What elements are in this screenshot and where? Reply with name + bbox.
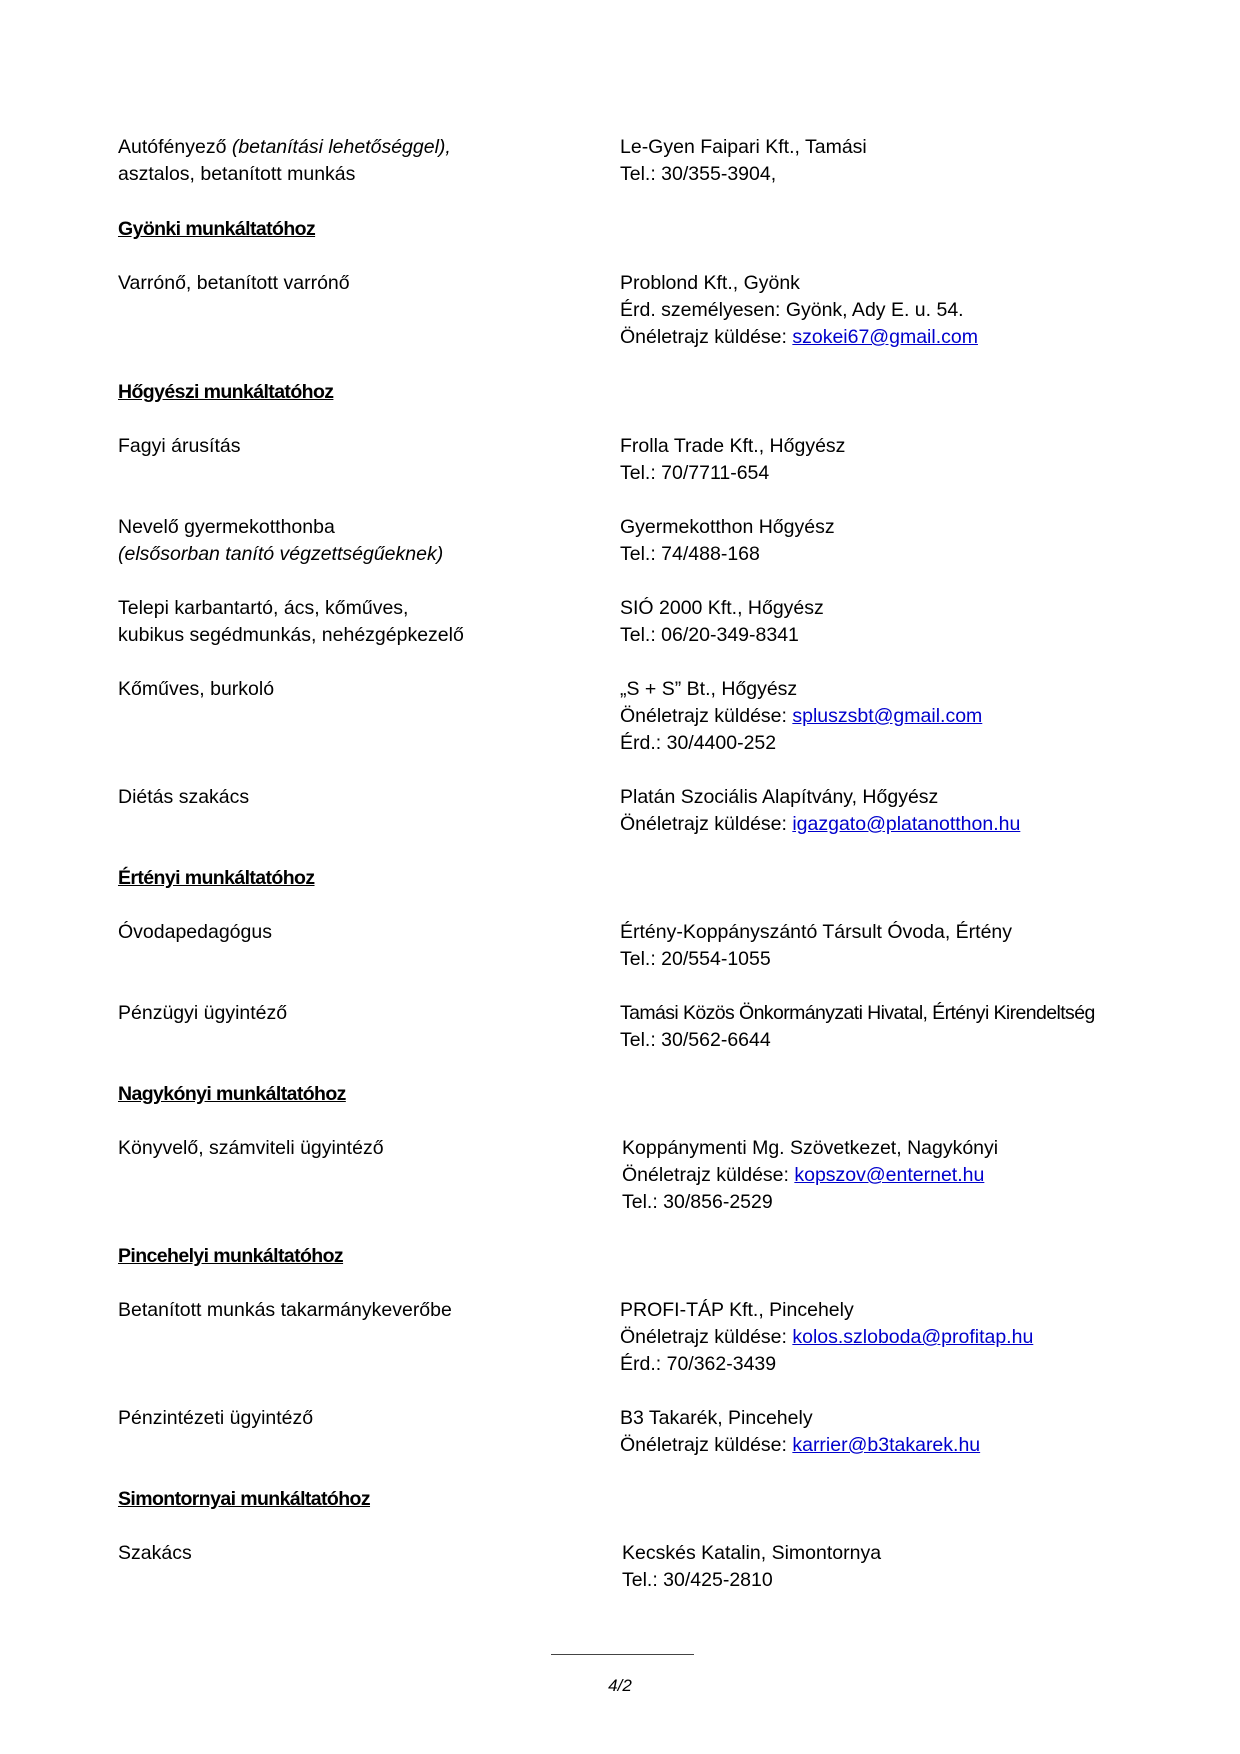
employer-name: Le-Gyen Faipari Kft., Tamási <box>620 136 867 158</box>
job-title-block <box>118 1135 384 1162</box>
email-link[interactable]: kopszov@enternet.hu <box>794 1164 985 1186</box>
employer-block <box>620 270 978 351</box>
employer-block <box>620 1000 1095 1054</box>
employer-name: PROFI-TÁP Kft., Pincehely <box>620 1299 854 1321</box>
footer-divider <box>551 1654 694 1655</box>
job-title-block <box>118 514 443 568</box>
job-title-line2: asztalos, betanított munkás <box>118 163 356 185</box>
employer-name: SIÓ 2000 Kft., Hőgyész <box>620 597 824 619</box>
employer-block <box>620 134 867 188</box>
contact-phone: Érd.: 70/362-3439 <box>620 1353 777 1375</box>
cv-label: Önéletrajz küldése: <box>620 1434 793 1456</box>
contact-phone: Tel.: 06/20-349-8341 <box>620 624 799 646</box>
email-link[interactable]: spluszsbt@gmail.com <box>792 705 983 727</box>
contact-phone: Tel.: 74/488-168 <box>620 543 760 565</box>
job-title: Telepi karbantartó, ács, kőműves, <box>118 597 409 619</box>
job-note: (elsősorban tanító végzettségűeknek) <box>118 543 444 565</box>
job-title: Varrónő, betanított varrónő <box>118 272 350 294</box>
employer-block <box>622 1540 881 1594</box>
email-link[interactable]: kolos.szloboda@profitap.hu <box>792 1326 1034 1348</box>
email-link[interactable]: szokei67@gmail.com <box>792 326 978 348</box>
job-title: Pénzügyi ügyintéző <box>118 1002 288 1024</box>
contact-phone: Tel.: 30/562-6644 <box>620 1029 771 1051</box>
job-title: Diétás szakács <box>118 786 250 808</box>
cv-label: Önéletrajz küldése: <box>620 705 793 727</box>
employer-block <box>620 514 835 568</box>
job-title-block <box>118 270 350 297</box>
job-title-block <box>118 919 272 946</box>
employer-block <box>620 676 982 757</box>
job-title-block <box>118 784 249 811</box>
employer-name: Kecskés Katalin, Simontornya <box>622 1542 882 1564</box>
employer-name: Koppánymenti Mg. Szövetkezet, Nagykónyi <box>622 1137 999 1159</box>
employer-block <box>620 595 824 649</box>
email-link[interactable]: karrier@b3takarek.hu <box>792 1434 981 1456</box>
contact-phone: Érd.: 30/4400-252 <box>620 732 777 754</box>
section-heading-pincehely: Pincehelyi munkáltatóhoz <box>118 1245 344 1267</box>
contact-phone: Tel.: 30/355-3904, <box>620 163 777 185</box>
job-title-block <box>118 1000 287 1027</box>
job-title-block <box>118 134 451 188</box>
contact-phone: Tel.: 20/554-1055 <box>620 948 771 970</box>
contact-address: Érd. személyesen: Gyönk, Ady E. u. 54. <box>620 299 964 321</box>
section-heading-hogyesz: Hőgyészi munkáltatóhoz <box>118 381 334 403</box>
email-link[interactable]: igazgato@platanotthon.hu <box>792 813 1021 835</box>
job-title-block <box>118 433 240 460</box>
employer-block <box>620 433 845 487</box>
cv-label: Önéletrajz küldése: <box>620 326 793 348</box>
employer-name: Gyermekotthon Hőgyész <box>620 516 835 538</box>
section-heading-nagykonyi: Nagykónyi munkáltatóhoz <box>118 1083 346 1105</box>
contact-phone: Tel.: 30/425-2810 <box>622 1569 773 1591</box>
cv-label: Önéletrajz küldése: <box>620 1326 793 1348</box>
job-title-block <box>118 595 464 649</box>
job-title: Könyvelő, számviteli ügyintéző <box>118 1137 384 1159</box>
section-heading-simontornya: Simontornyai munkáltatóhoz <box>118 1488 371 1510</box>
employer-name: Frolla Trade Kft., Hőgyész <box>620 435 846 457</box>
employer-block <box>622 1135 998 1216</box>
job-title-block <box>118 1540 192 1567</box>
job-title-block <box>118 676 274 703</box>
job-title: Betanított munkás takarmánykeverőbe <box>118 1299 452 1321</box>
job-title: Kőműves, burkoló <box>118 678 275 700</box>
employer-name: Tamási Közös Önkormányzati Hivatal, Értényi Kirendeltség <box>620 1002 1095 1024</box>
employer-name: Problond Kft., Gyönk <box>620 272 800 294</box>
job-title: Pénzintézeti ügyintéző <box>118 1407 314 1429</box>
employer-name: „S + S” Bt., Hőgyész <box>620 678 798 700</box>
contact-phone: Tel.: 70/7711-654 <box>620 462 770 484</box>
job-title: Fagyi árusítás <box>118 435 241 457</box>
job-title-block <box>118 1297 452 1324</box>
employer-block <box>620 1405 980 1459</box>
page-number: 4/2 <box>608 1676 632 1695</box>
job-title: Óvodapedagógus <box>118 921 272 943</box>
job-title-block <box>118 1405 313 1432</box>
employer-block <box>620 784 1020 838</box>
employer-block <box>620 1297 1033 1378</box>
job-note: (betanítási lehetőséggel), <box>231 136 451 158</box>
employer-block <box>620 919 1012 973</box>
section-heading-gyonk: Gyönki munkáltatóhoz <box>118 218 316 240</box>
employer-name: Platán Szociális Alapítvány, Hőgyész <box>620 786 939 808</box>
employer-name: Értény-Koppányszántó Társult Óvoda, Értény <box>620 921 1013 943</box>
cv-label: Önéletrajz küldése: <box>620 813 793 835</box>
job-title: Autófényező <box>118 136 232 158</box>
job-title: Szakács <box>118 1542 192 1564</box>
section-heading-erteny: Értényi munkáltatóhoz <box>118 867 315 889</box>
job-title-line2: kubikus segédmunkás, nehézgépkezelő <box>118 624 464 646</box>
job-title: Nevelő gyermekotthonba <box>118 516 335 538</box>
employer-name: B3 Takarék, Pincehely <box>620 1407 813 1429</box>
contact-phone: Tel.: 30/856-2529 <box>622 1191 773 1213</box>
cv-label: Önéletrajz küldése: <box>622 1164 795 1186</box>
